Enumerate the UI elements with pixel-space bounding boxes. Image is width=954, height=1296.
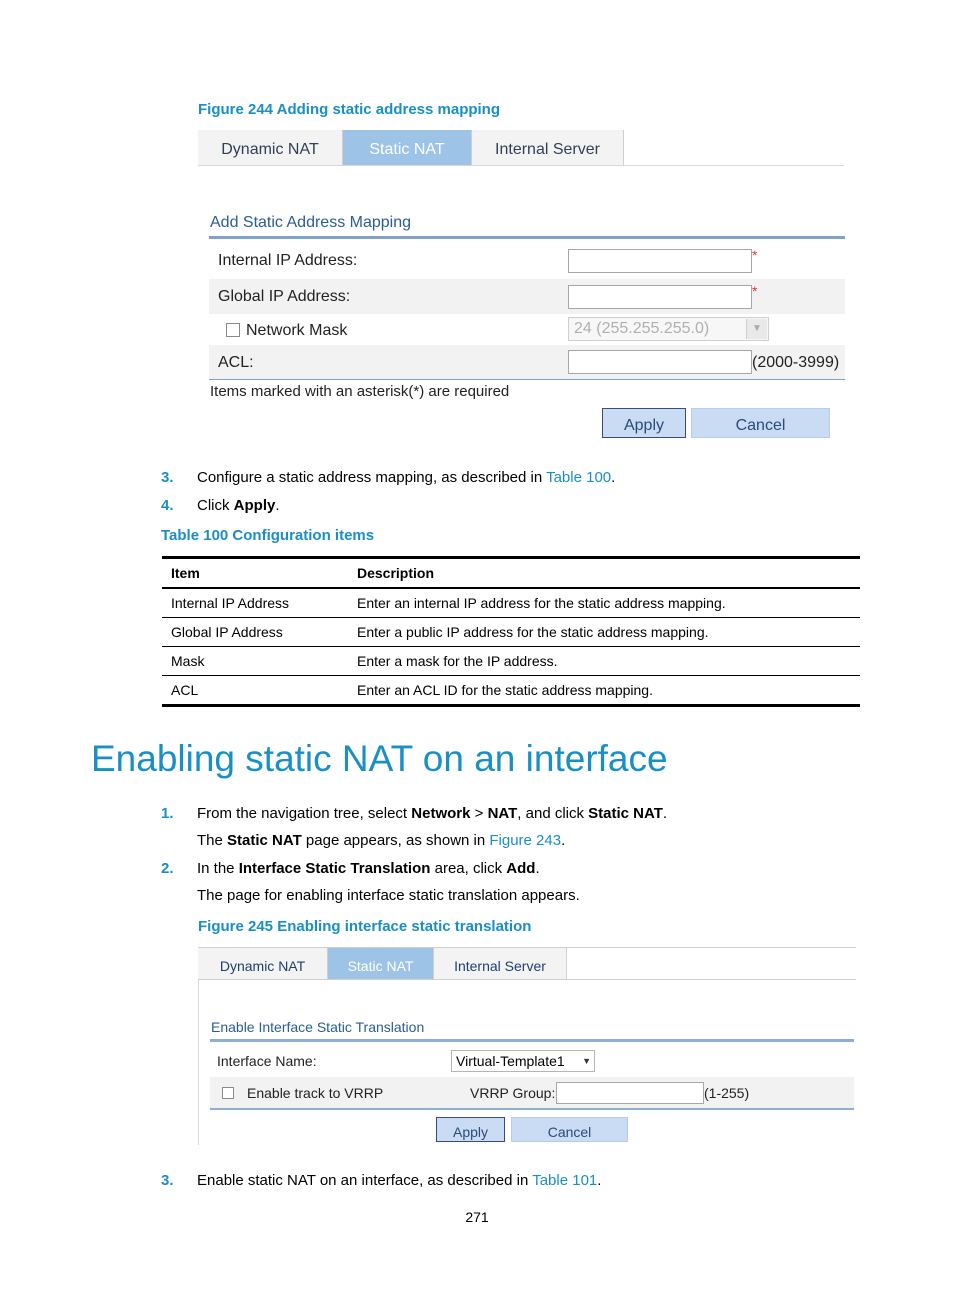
- step-text-part: Click: [197, 497, 234, 514]
- step-text-part: .: [275, 497, 280, 514]
- track-vrrp-checkbox[interactable]: [222, 1087, 234, 1099]
- step-text: [197, 860, 540, 877]
- network-mask-label: Network Mask: [246, 322, 348, 339]
- form-row-interface: [210, 1045, 854, 1077]
- step-text: [197, 469, 615, 486]
- tab-static-nat[interactable]: Static NAT: [343, 130, 472, 165]
- form-row-internal-ip: [209, 243, 845, 278]
- step-subtext: The page for enabling interface static translation appears.: [197, 887, 580, 904]
- tab-dynamic-nat[interactable]: Dynamic NAT: [198, 130, 343, 165]
- table-row: [162, 647, 860, 676]
- table-cell: Enter a public IP address for the static address mapping.: [348, 618, 860, 647]
- step-text-bold: Network: [411, 805, 471, 822]
- step-text: [197, 805, 667, 822]
- step-text: [197, 497, 280, 514]
- step-text-bold: NAT: [487, 805, 518, 822]
- step-text-part: >: [470, 805, 488, 822]
- internal-ip-input[interactable]: [568, 249, 752, 273]
- required-asterisk: *: [752, 247, 758, 263]
- table-cell: ACL: [162, 676, 348, 706]
- nat-tab-bar: [198, 130, 844, 166]
- step-text-bold: Static NAT: [227, 832, 302, 849]
- step-text-part: Enable static NAT on an interface, as described in: [197, 1172, 533, 1189]
- tab-static-nat[interactable]: Static NAT: [328, 948, 434, 979]
- table-header-row: [162, 558, 860, 589]
- tab-internal-server[interactable]: Internal Server: [434, 948, 567, 979]
- cancel-button[interactable]: Cancel: [691, 408, 830, 438]
- step-text-part: , and click: [517, 805, 589, 822]
- form-row-vrrp: [210, 1077, 854, 1109]
- step-text-part: .: [561, 832, 566, 849]
- vrrp-group-input[interactable]: [556, 1082, 704, 1104]
- table-cell: Enter an internal IP address for the static address mapping.: [348, 588, 860, 618]
- step-text-part: From the navigation tree, select: [197, 805, 412, 822]
- panel-bottom-divider: [209, 379, 845, 380]
- step-text-bold: Add: [506, 860, 536, 877]
- vrrp-group-label: VRRP Group:: [470, 1085, 556, 1101]
- page-number: 271: [465, 1209, 489, 1225]
- network-mask-checkbox[interactable]: [226, 323, 240, 337]
- table-header: Item: [162, 558, 348, 589]
- step-text-part: Configure a static address mapping, as described in: [197, 469, 547, 486]
- cancel-button[interactable]: Cancel: [511, 1117, 628, 1142]
- table-cell: Global IP Address: [162, 618, 348, 647]
- apply-button[interactable]: Apply: [602, 408, 686, 438]
- track-vrrp-label: Enable track to VRRP: [247, 1085, 384, 1101]
- table-cell: Internal IP Address: [162, 588, 348, 618]
- step-text-part: .: [535, 860, 540, 877]
- acl-label: ACL:: [218, 354, 254, 371]
- step-text-part: .: [662, 805, 668, 822]
- vrrp-group-range: (1-255): [704, 1085, 750, 1101]
- required-asterisk: *: [752, 283, 758, 299]
- step-number: 4.: [161, 497, 174, 514]
- internal-ip-label: Internal IP Address:: [218, 252, 358, 269]
- global-ip-input[interactable]: [568, 285, 752, 309]
- step-text-part: page appears, as shown in: [301, 832, 490, 849]
- chevron-down-icon: ▼: [582, 1056, 591, 1066]
- step-subtext: [197, 832, 565, 849]
- global-ip-label: Global IP Address:: [218, 288, 351, 305]
- required-note: Items marked with an asterisk(*) are required: [210, 383, 510, 400]
- chevron-down-icon: ▼: [746, 319, 767, 339]
- step-text: [197, 1172, 601, 1189]
- form-row-global-ip: [209, 279, 845, 314]
- step-number: 1.: [161, 805, 174, 822]
- section-heading: Enabling static NAT on an interface: [91, 738, 668, 779]
- table-row: [162, 618, 860, 647]
- tab-dynamic-nat[interactable]: Dynamic NAT: [198, 948, 328, 979]
- form-row-network-mask: [209, 313, 845, 348]
- step-number: 2.: [161, 860, 174, 877]
- step-text-part: area, click: [430, 860, 507, 877]
- step-text-bold: Static NAT: [588, 805, 663, 822]
- apply-button[interactable]: Apply: [436, 1117, 505, 1142]
- acl-input[interactable]: [568, 350, 752, 374]
- interface-name-value: Virtual-Template1: [456, 1053, 565, 1069]
- step-text-bold: Interface Static Translation: [238, 860, 431, 877]
- panel-bottom-divider: [210, 1108, 854, 1110]
- acl-range: (2000-3999): [752, 354, 840, 371]
- table-101-link[interactable]: Table 101: [532, 1172, 598, 1189]
- table-row: [162, 588, 860, 618]
- step-text-part: .: [597, 1172, 602, 1189]
- step-number: 3.: [161, 1172, 174, 1189]
- step-text-part: In the: [197, 860, 239, 877]
- step-text-part: The: [197, 832, 228, 849]
- figure-244-caption: Figure 244 Adding static address mapping: [198, 101, 501, 118]
- step-text-bold: Apply: [233, 497, 276, 514]
- interface-name-select[interactable]: [451, 1050, 595, 1072]
- panel-title: Enable Interface Static Translation: [211, 1019, 425, 1035]
- nat-tab-bar: [198, 947, 856, 980]
- table-100-link[interactable]: Table 100: [546, 469, 612, 486]
- step-number: 3.: [161, 469, 174, 486]
- panel-divider: [210, 1039, 854, 1042]
- network-mask-select[interactable]: [568, 317, 769, 341]
- configuration-table: [162, 556, 860, 707]
- table-row: [162, 676, 860, 706]
- network-mask-value: 24 (255.255.255.0): [574, 320, 710, 337]
- interface-name-label: Interface Name:: [217, 1053, 317, 1069]
- step-text-part: .: [611, 469, 616, 486]
- form-row-acl: [209, 345, 845, 380]
- table-cell: Enter a mask for the IP address.: [348, 647, 860, 676]
- panel-title: Add Static Address Mapping: [210, 214, 412, 231]
- table-cell: Enter an ACL ID for the static address mapping.: [348, 676, 860, 706]
- tab-internal-server[interactable]: Internal Server: [472, 130, 624, 165]
- table-100-caption: Table 100 Configuration items: [161, 527, 375, 544]
- table-cell: Mask: [162, 647, 348, 676]
- panel-divider: [209, 236, 845, 239]
- figure-245-caption: Figure 245 Enabling interface static translation: [198, 918, 532, 935]
- figure-243-link[interactable]: Figure 243: [489, 832, 562, 849]
- table-header: Description: [348, 558, 860, 589]
